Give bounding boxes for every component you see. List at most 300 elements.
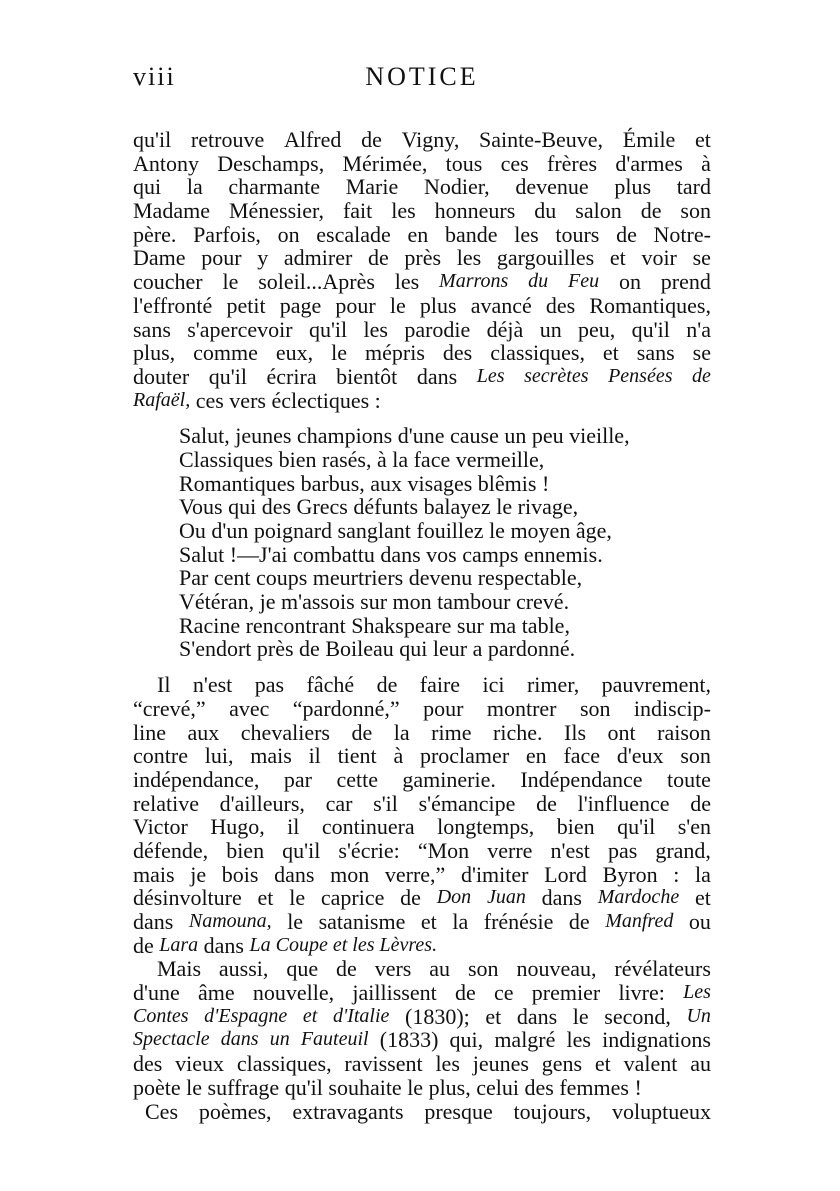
word: Dame — [133, 245, 186, 271]
word: classiques, — [490, 340, 585, 366]
word: nouvelle, — [252, 980, 335, 1006]
word: les — [435, 1051, 460, 1077]
word: Indépendance — [520, 766, 643, 792]
text-line — [133, 1076, 711, 1100]
word: Il — [157, 672, 171, 698]
word: de — [454, 980, 476, 1006]
italic-word: un — [269, 1028, 290, 1051]
italic-word: d'Italie — [332, 1004, 390, 1027]
word: admirer — [283, 245, 353, 271]
word: qu'il — [282, 837, 321, 863]
word: le — [572, 1003, 589, 1029]
text-line — [133, 886, 711, 910]
paragraph-1 — [133, 128, 711, 412]
word: les — [456, 245, 482, 271]
word: près — [404, 245, 442, 271]
word: fâché — [306, 672, 355, 698]
word: pas — [607, 837, 638, 863]
word: frères — [547, 150, 598, 176]
italic-word: du — [528, 270, 549, 293]
paragraph-4 — [133, 1100, 711, 1124]
text-line — [133, 721, 711, 745]
word: face — [563, 743, 601, 769]
word: tient — [337, 743, 377, 769]
text-line — [133, 1052, 711, 1076]
word: cette — [336, 766, 378, 792]
word: rimer, — [526, 672, 580, 698]
word: livre: — [618, 980, 665, 1006]
italic-word: Pensées — [608, 364, 673, 387]
word: classiques, — [236, 1051, 332, 1077]
word: parodie — [404, 316, 471, 342]
word: satanisme — [318, 909, 406, 934]
word: voluptueux — [611, 1098, 711, 1124]
word: le — [222, 269, 239, 295]
word: vers — [374, 956, 412, 982]
word: Deschamps, — [217, 150, 325, 176]
italic-word: Contes — [133, 1004, 189, 1027]
word: pas — [254, 672, 285, 698]
word: son — [467, 956, 499, 982]
word: d'imiter — [460, 861, 529, 887]
word: de — [376, 672, 398, 698]
word: Hugo, — [210, 814, 265, 840]
word: la — [393, 719, 410, 745]
verse-line: Salut !—J'ai combattu dans vos camps ennemis. — [179, 541, 603, 567]
text-line — [133, 246, 711, 270]
word: indépendance, — [133, 766, 260, 792]
word: caprice — [320, 885, 385, 911]
word: ont — [607, 719, 636, 745]
word: dans — [274, 861, 315, 887]
word: tous — [445, 150, 483, 176]
word: avec — [229, 695, 270, 721]
word: Victor — [133, 814, 188, 840]
word: Vigny, — [401, 127, 460, 152]
verse-line: Par cent coups meurtriers devenu respectable, — [179, 565, 583, 591]
word: page — [279, 292, 322, 318]
word: la — [186, 174, 203, 200]
text-line — [133, 341, 711, 365]
italic-word: Namouna, — [188, 910, 272, 932]
word: qu'il — [617, 814, 656, 840]
word: dans — [416, 363, 458, 389]
word: “Mon — [417, 837, 470, 863]
word: de — [361, 127, 382, 152]
word: mépris — [365, 340, 425, 366]
text-line — [133, 199, 711, 223]
word: s'écrie: — [338, 837, 400, 863]
verse-line: Salut, jeunes champions d'une cause un peu vieille, — [179, 423, 630, 449]
word: désinvolture — [133, 885, 242, 911]
text-line — [133, 839, 711, 863]
word: malgré — [494, 1027, 556, 1053]
word: jaillissent — [352, 980, 437, 1006]
word: jeunes — [472, 1051, 529, 1077]
word: de — [336, 956, 357, 982]
word: n'a — [686, 316, 711, 342]
word: je — [190, 861, 207, 887]
word: le — [287, 909, 304, 934]
word: line — [133, 719, 166, 745]
word: charmante — [228, 174, 321, 200]
word: second, — [604, 1003, 671, 1029]
word: longtemps, — [437, 814, 535, 840]
word: (1833) — [379, 1027, 439, 1053]
word: déjà — [486, 316, 524, 342]
word: “crevé,” — [133, 695, 206, 721]
italic-word: d'Espagne — [204, 1004, 288, 1027]
italic-word: Marrons — [439, 270, 509, 293]
italic-title: La Coupe et les Lèvres. — [249, 933, 438, 956]
text-line — [133, 815, 711, 839]
word: plus — [419, 292, 457, 318]
word: poèmes, — [198, 1098, 272, 1124]
word: toujours, — [513, 1098, 592, 1124]
word: l'effronté — [133, 292, 213, 318]
text-line — [133, 128, 711, 152]
word: lui, — [204, 743, 234, 769]
word: mais — [250, 743, 292, 769]
word: des — [545, 292, 576, 318]
word: Nodier, — [423, 174, 490, 200]
word: nouveau, — [516, 956, 597, 982]
word: raison — [657, 719, 711, 745]
text-line — [133, 270, 711, 294]
word: qui, — [449, 1027, 484, 1053]
word: et — [594, 1051, 611, 1077]
word: et — [420, 909, 437, 934]
italic-word: Juan — [486, 886, 526, 909]
word: et — [609, 245, 626, 271]
word: bientôt — [336, 363, 398, 389]
text-line — [133, 365, 711, 389]
word: et — [695, 127, 711, 152]
line-text: poète le suffrage qu'il souhaite le plus, celui des femmes ! — [133, 1074, 642, 1100]
word: comme — [193, 340, 258, 366]
word: sans — [133, 316, 171, 342]
word: d'armes — [615, 150, 683, 176]
word: honneurs — [434, 198, 516, 224]
text-line — [133, 223, 711, 247]
word: avancé — [470, 292, 532, 318]
word: qu'il — [308, 316, 348, 342]
word: contre — [133, 743, 188, 769]
word: qu'il — [631, 316, 670, 342]
word: valent — [623, 1051, 678, 1077]
verse-line: Racine rencontrant Shakspeare sur ma table, — [179, 612, 570, 638]
verse-line: Romantiques barbus, aux visages blêmis ! — [179, 470, 550, 496]
word: extravagants — [292, 1098, 404, 1124]
word: relative — [133, 790, 199, 816]
word: tard — [676, 174, 711, 200]
word: et — [694, 885, 711, 911]
word: Romantiques, — [589, 292, 711, 318]
word: de — [351, 719, 373, 745]
italic-word: Manfred — [605, 910, 674, 932]
word: coucher — [133, 269, 203, 295]
page-header — [133, 62, 711, 102]
italic-word: de — [692, 364, 711, 387]
text-line — [133, 792, 711, 816]
word: au — [429, 956, 451, 982]
word: ou — [688, 909, 711, 934]
word: les — [566, 1027, 591, 1053]
word: Sainte-Beuve, — [479, 127, 604, 152]
word: s'il — [373, 790, 398, 816]
italic-word: Mardoche — [597, 886, 680, 909]
italic-word: Les — [476, 364, 505, 387]
word: défende, — [133, 837, 209, 863]
word: grand, — [655, 837, 711, 863]
word: et — [257, 885, 274, 911]
word: y — [257, 245, 269, 271]
text-line — [133, 1005, 711, 1029]
word: Ils — [564, 719, 586, 745]
word: dans — [516, 1003, 558, 1029]
word: père. — [133, 221, 177, 247]
text-line — [133, 318, 711, 342]
word: voir — [641, 245, 677, 271]
verse-line: Classiques bien rasés, à la face vermeille, — [179, 446, 545, 472]
word: continuera — [321, 814, 415, 840]
word: mon — [330, 861, 370, 887]
word: riche. — [493, 719, 543, 745]
word: en — [407, 221, 429, 247]
word: frénésie — [483, 909, 554, 934]
word: sans — [636, 340, 675, 366]
word: verre,” — [384, 861, 446, 887]
text-line — [133, 1100, 711, 1124]
verse-quotation — [133, 424, 711, 661]
italic-word: Feu — [568, 270, 600, 293]
word: les — [394, 269, 420, 295]
text-line — [133, 981, 711, 1005]
word: s'en — [677, 814, 711, 840]
italic-word: dans — [220, 1028, 259, 1051]
word: Alfred — [283, 127, 342, 152]
word: la — [695, 861, 711, 887]
word: âme — [197, 980, 235, 1006]
word: bien — [556, 814, 595, 840]
line-text: ces vers éclectiques : — [190, 387, 381, 413]
word: presque — [424, 1098, 493, 1124]
word: bande — [444, 221, 498, 247]
word: le — [331, 340, 348, 366]
word: les — [363, 316, 388, 342]
word: les — [514, 221, 539, 247]
paragraph-2 — [133, 673, 711, 957]
word: faire — [419, 672, 461, 698]
word: au — [690, 1051, 711, 1077]
word: Mais — [157, 956, 201, 982]
italic-word: Les — [683, 981, 711, 1004]
word: le — [289, 885, 306, 911]
word: du — [534, 198, 557, 224]
word: bien — [226, 837, 265, 863]
word: ici — [482, 672, 505, 698]
word: Marie — [345, 174, 399, 200]
text-line — [133, 175, 711, 199]
word: de — [568, 909, 590, 934]
italic-word: secrètes — [524, 364, 589, 387]
word: ce — [494, 980, 514, 1006]
word: vieux — [175, 1051, 225, 1077]
word: on — [618, 269, 641, 295]
word: Antony — [133, 150, 199, 176]
word: un — [539, 316, 562, 342]
word: Notre- — [653, 221, 711, 247]
word: n'est — [550, 837, 590, 863]
word: de — [690, 790, 711, 816]
italic-word: et — [302, 1004, 318, 1027]
word: rime — [431, 719, 472, 745]
word: ravissent — [344, 1051, 423, 1077]
word: gaminerie. — [402, 766, 496, 792]
word: des — [133, 1051, 163, 1077]
word: soleil...Après — [258, 269, 375, 295]
word: verre — [487, 837, 533, 863]
word: de — [400, 885, 421, 911]
italic-title: Rafaël, — [133, 388, 191, 411]
verse-line: S'endort près de Boileau qui leur a pardonné. — [179, 636, 576, 662]
text-line — [133, 1028, 711, 1052]
word: salon — [575, 198, 622, 224]
word: (1830); — [405, 1003, 470, 1029]
text-line — [133, 768, 711, 792]
italic-word: Fauteuil — [300, 1028, 369, 1051]
word: dans — [541, 885, 582, 911]
word: à — [701, 150, 711, 176]
word: toute — [666, 766, 711, 792]
word: de — [640, 198, 662, 224]
word: de — [367, 245, 389, 271]
word: l'influence — [577, 790, 670, 816]
word: “pardonné,” — [292, 695, 400, 721]
word: plus — [614, 174, 652, 200]
word: se — [692, 340, 711, 366]
word: et — [602, 340, 619, 366]
word: à — [393, 743, 404, 769]
verse-line: Vétéran, je m'assois sur mon tambour crevé. — [179, 589, 570, 615]
word: montrer — [486, 695, 557, 721]
word: Mérimée, — [342, 150, 428, 176]
word: qu'il — [208, 363, 247, 389]
word: d'une — [133, 980, 180, 1006]
line-text: dans — [198, 932, 250, 958]
word: les — [391, 198, 416, 224]
text-line — [133, 957, 711, 981]
word: d'ailleurs, — [219, 790, 305, 816]
word: s'apercevoir — [187, 316, 293, 342]
word: qu'il — [133, 127, 172, 152]
text-line — [133, 863, 711, 887]
word: eux, — [275, 340, 314, 366]
text-line — [133, 294, 711, 318]
word: révélateurs — [614, 956, 711, 982]
word: pour — [335, 292, 376, 318]
word: peu, — [578, 316, 616, 342]
word: son — [680, 198, 711, 224]
word: gens — [541, 1051, 583, 1077]
word: chevaliers — [240, 719, 330, 745]
word: indiscip- — [633, 695, 711, 721]
word: pour — [423, 695, 464, 721]
word: Émile — [622, 127, 676, 152]
text-line — [133, 389, 711, 413]
word: indignations — [602, 1027, 711, 1053]
word: Ces — [145, 1098, 178, 1124]
word: petit — [226, 292, 266, 318]
word: d'eux — [616, 743, 664, 769]
word: tours — [555, 221, 600, 247]
word: Ménessier, — [228, 198, 324, 224]
word: escalade — [316, 221, 391, 247]
word: mais — [133, 861, 175, 887]
italic-title: Lara — [159, 933, 199, 956]
word: douter — [133, 363, 190, 389]
word: la — [452, 909, 469, 934]
text-line — [133, 697, 711, 721]
word: bois — [221, 861, 259, 887]
word: premier — [531, 980, 601, 1006]
word: dans — [133, 909, 174, 934]
word: son — [680, 743, 711, 769]
word: : — [673, 861, 680, 887]
verse-line: Vous qui des Grecs défunts balayez le rivage, — [179, 494, 579, 520]
text-line — [133, 744, 711, 768]
page-number: viii — [133, 62, 176, 91]
word: il — [287, 814, 300, 840]
word: que — [286, 956, 319, 982]
word: de — [616, 221, 637, 247]
text-line — [133, 934, 711, 958]
word: retrouve — [190, 127, 265, 152]
italic-word: Don — [436, 886, 472, 909]
word: qui — [133, 174, 162, 200]
word: par — [283, 766, 312, 792]
word: gargouilles — [496, 245, 595, 271]
text-line — [133, 910, 711, 934]
word: on — [277, 221, 300, 247]
word: s'émancipe — [418, 790, 516, 816]
word: devenue — [515, 174, 589, 200]
word: Byron — [602, 861, 658, 887]
word: plus, — [133, 340, 176, 366]
word: en — [525, 743, 547, 769]
text-line — [133, 673, 711, 697]
word: Lord — [544, 861, 587, 887]
running-title: NOTICE — [365, 62, 479, 91]
word: et — [485, 1003, 502, 1029]
word: Madame — [133, 198, 210, 224]
text-line — [133, 152, 711, 176]
word: pauvrement, — [601, 672, 711, 698]
word: pour — [201, 245, 242, 271]
word: proclamer — [419, 743, 510, 769]
word: ces — [500, 150, 529, 176]
word: de — [536, 790, 557, 816]
word: son — [579, 695, 611, 721]
word: prend — [660, 269, 711, 295]
word: aux — [187, 719, 220, 745]
line-text: de — [133, 932, 160, 958]
word: le — [389, 292, 406, 318]
word: Parfois, — [193, 221, 261, 247]
italic-word: Spectacle — [133, 1028, 210, 1051]
word: des — [442, 340, 473, 366]
paragraph-3 — [133, 957, 711, 1099]
